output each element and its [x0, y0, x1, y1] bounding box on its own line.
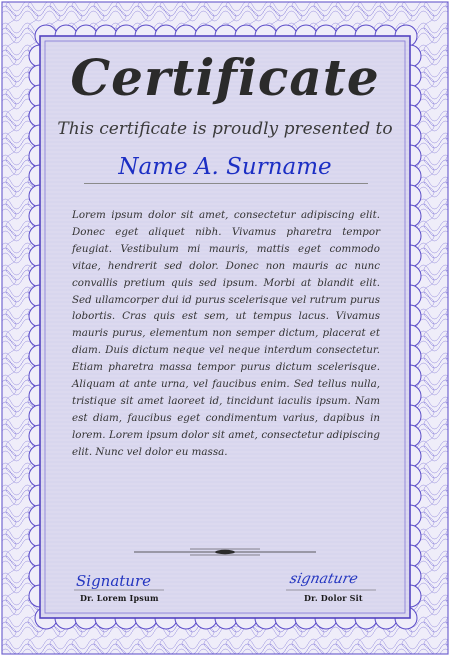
signature-right: signature — [288, 571, 360, 587]
presented-to-text: This certificate is proudly presented to — [57, 119, 393, 139]
certificate-title: Certificate — [70, 48, 380, 107]
signer-name-right: Dr. Dolor Sit — [304, 593, 363, 603]
recipient-name: Name A. Surname — [118, 154, 332, 180]
certificate-body-text: Lorem ipsum dolor sit amet, consectetur adipiscing elit. Donec eget aliquet nibh. Vivamus pharetra tempor feugiat. Vestibulum mi mauris, mattis eget commodo vitae, hendrerit sed dolor. Donec non mauris ac nunc convallis pretium quis sed ipsum. Morbi at blandit elit. Sed ullamcorper dui id purus scelerisque vel rutrum purus lobortis. Cras quis est sem, ut tempus lacus. Vivamus mauris purus, elementum non semper dictum, placerat et diam. Duis dictum neque vel neque interdum consectetur. Etiam pharetra massa tempor purus dictum scelerisque. Aliquam at ante urna, vel faucibus enim. Sed tellus nulla, tristique sit amet laoreet id, tincidunt iaculis ipsum. Nam est diam, faucibus eget condimentum varius, dapibus in lorem. Lorem ipsum dolor sit amet, consectetur adipiscing elit. Nunc vel dolor eu massa. — [72, 209, 380, 458]
recipient-name-underline — [84, 183, 368, 184]
signer-name-left: Dr. Lorem Ipsum — [80, 593, 159, 603]
signature-left: Signature — [76, 572, 152, 590]
